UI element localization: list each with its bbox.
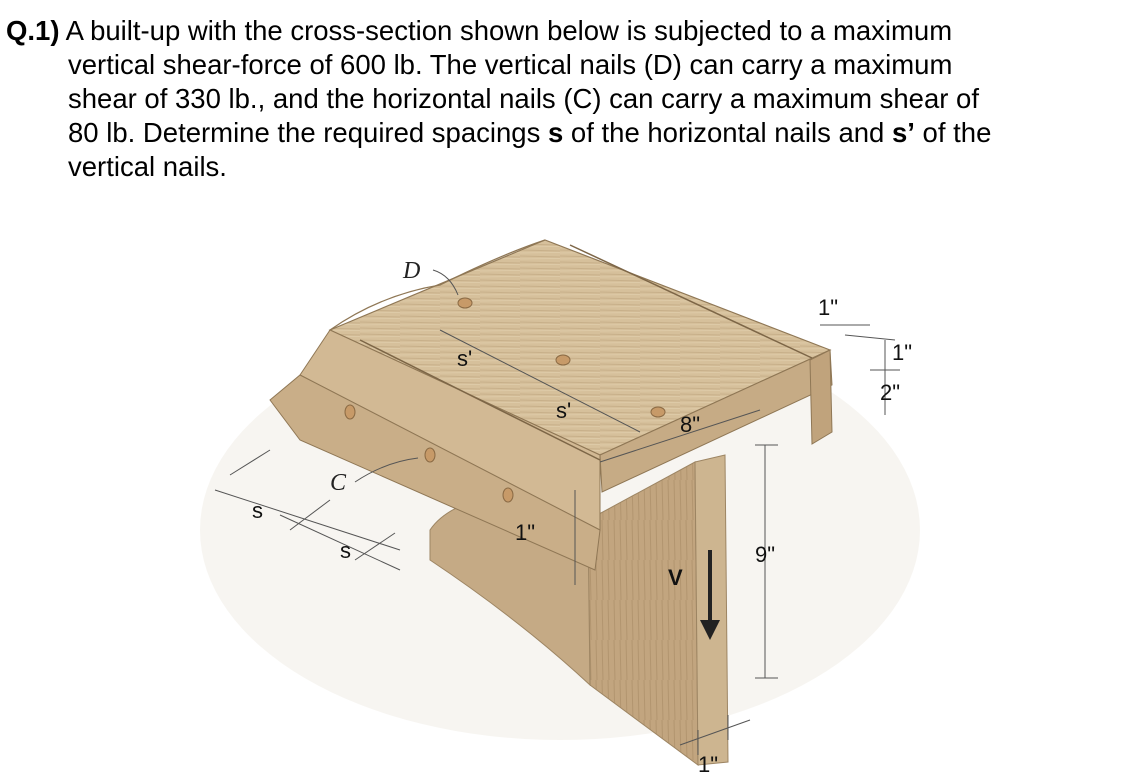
label-9in: 9" xyxy=(755,542,776,567)
nail-D-2 xyxy=(556,355,570,365)
label-1in-top: 1" xyxy=(818,295,839,320)
beam-figure xyxy=(0,200,1136,772)
dim-1in-lip-line xyxy=(845,335,895,340)
label-D: D xyxy=(403,258,421,284)
question-line-5: vertical nails. xyxy=(68,151,227,182)
label-C: C xyxy=(330,470,347,496)
label-s-2: s xyxy=(340,538,351,563)
label-V: V xyxy=(668,565,683,590)
label-1in-flange: 1" xyxy=(515,520,536,545)
label-8in: 8" xyxy=(680,412,701,437)
label-1in-lip: 1" xyxy=(892,340,913,365)
right-lip xyxy=(810,350,832,444)
question-line-3: shear of 330 lb., and the horizontal nails (C) can carry a maximum shear of xyxy=(68,83,979,114)
label-2in: 2" xyxy=(880,380,901,405)
label-s-prime-2: s' xyxy=(556,398,572,423)
label-s-prime-1: s' xyxy=(457,346,473,371)
nail-C-2 xyxy=(425,448,435,462)
nail-D-3 xyxy=(651,407,665,417)
nail-C-1 xyxy=(345,405,355,419)
question-line-4: 80 lb. Determine the required spacings s of the horizontal nails and s’ of the xyxy=(68,117,992,148)
nail-C-3 xyxy=(503,488,513,502)
nail-D-1 xyxy=(458,298,472,308)
question-text xyxy=(6,14,1126,184)
question-line-1: Q.1) A built-up with the cross-section shown below is subjected to a maximum xyxy=(6,15,953,46)
beam-illustration xyxy=(0,200,1136,772)
question-line-2: vertical shear-force of 600 lb. The vertical nails (D) can carry a maximum xyxy=(68,49,953,80)
question-number: Q.1) xyxy=(6,15,60,46)
label-s-1: s xyxy=(252,498,263,523)
label-1in-web: 1" xyxy=(698,752,719,772)
